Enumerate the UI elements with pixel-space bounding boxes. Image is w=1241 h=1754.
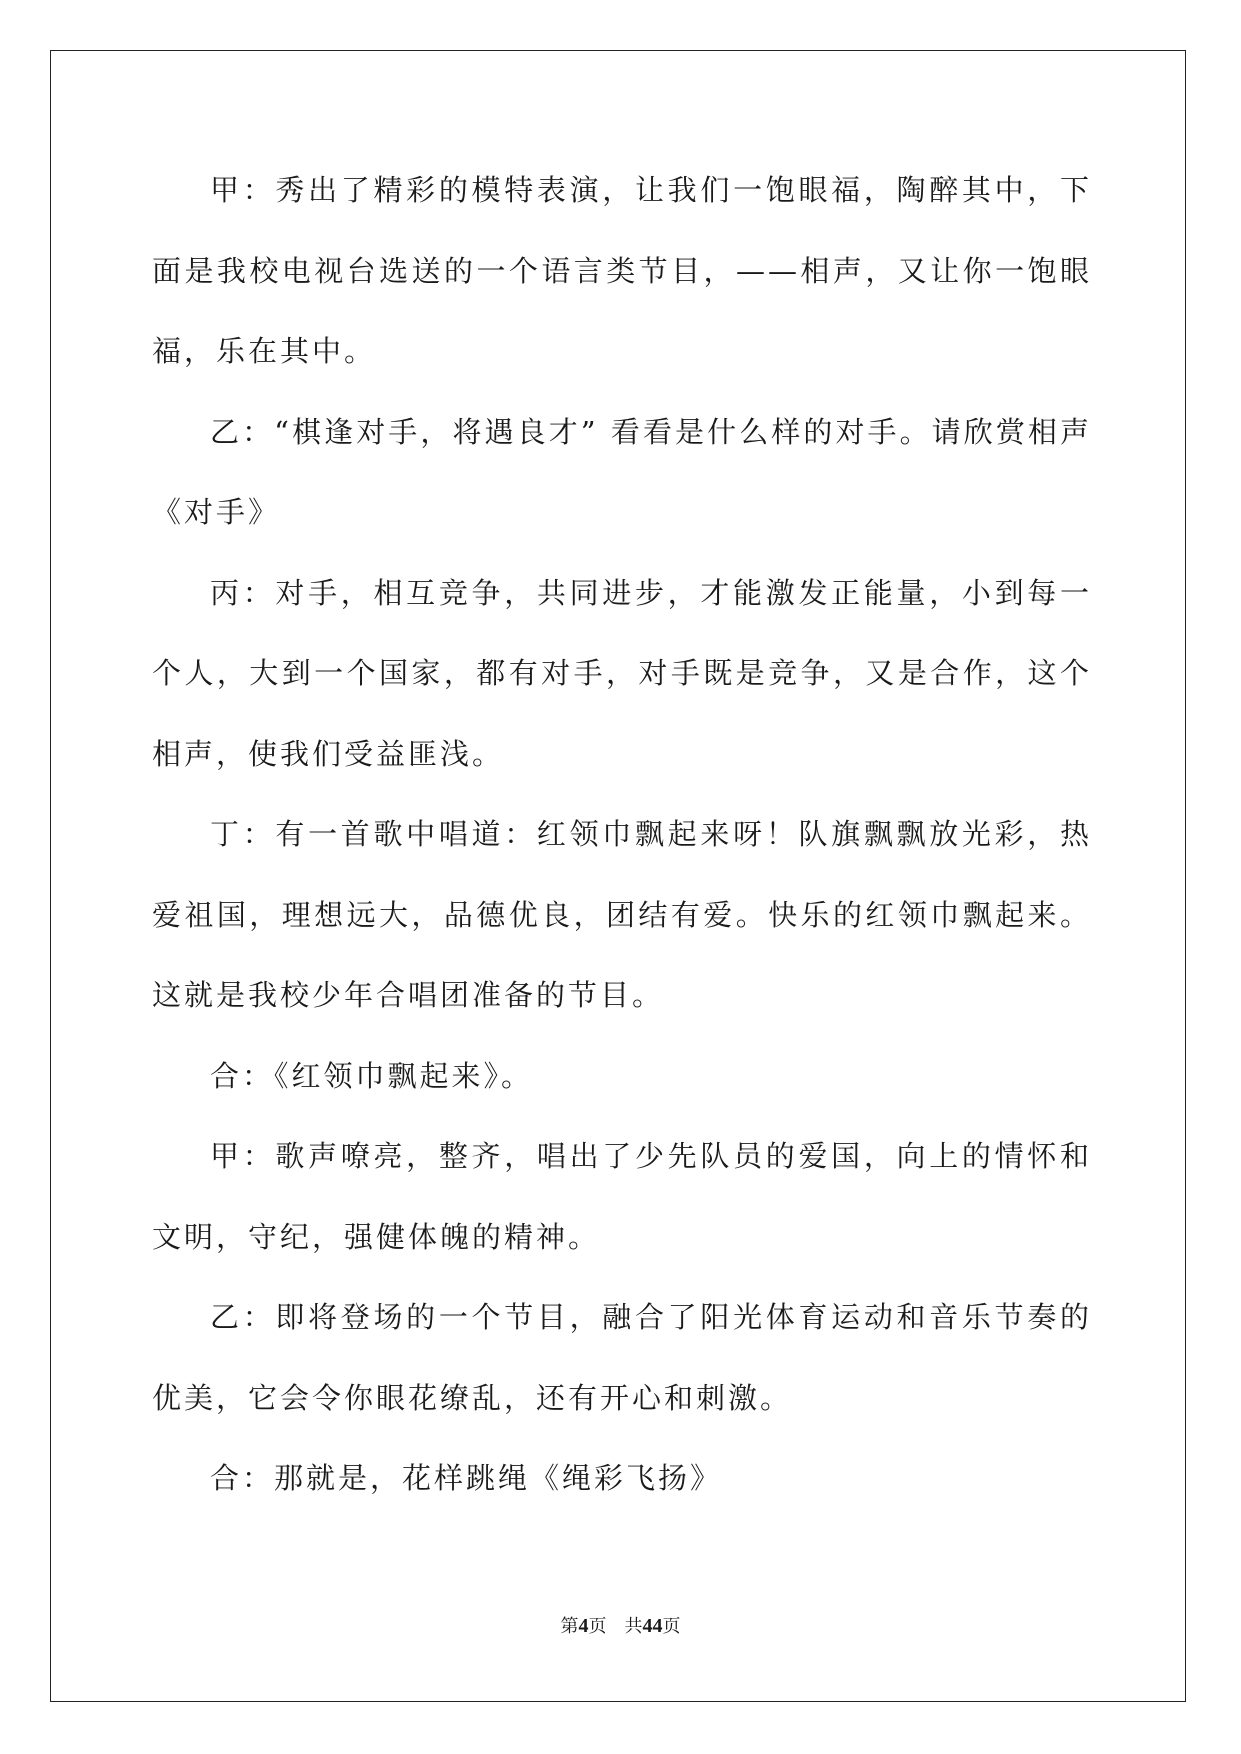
paragraph-7: 乙：即将登场的一个节目，融合了阳光体育运动和音乐节奏的优美，它会令你眼花缭乱，还有开心和刺激。	[152, 1300, 1092, 1415]
paragraph-1: 甲：秀出了精彩的模特表演，让我们一饱眼福，陶醉其中，下面是我校电视台选送的一个语言类节目，——相声，又让你一饱眼福，乐在其中。	[152, 173, 1092, 368]
total-prefix: 共	[624, 1616, 643, 1637]
page-footer	[0, 1612, 1241, 1638]
paragraph-8: 合：那就是，花样跳绳《绳彩飞扬》	[210, 1461, 723, 1495]
page-prefix: 第	[560, 1616, 579, 1637]
paragraph-3: 丙：对手，相互竞争，共同进步，才能激发正能量，小到每一个人，大到一个国家，都有对手，对手既是竞争，又是合作，这个相声，使我们受益匪浅。	[152, 575, 1092, 771]
total-suffix: 页	[662, 1616, 681, 1637]
page-number: 4	[578, 1615, 589, 1637]
document-body	[152, 150, 1092, 1519]
page-suffix: 页	[588, 1616, 607, 1637]
paragraph-6: 甲：歌声嘹亮，整齐，唱出了少先队员的爱国，向上的情怀和文明，守纪，强健体魄的精神。	[152, 1139, 1092, 1254]
paragraph-5: 合：《红领巾飘起来》。	[210, 1058, 534, 1093]
paragraph-4: 丁：有一首歌中唱道：红领巾飘起来呀！队旗飘飘放光彩，热爱祖国，理想远大，品德优良，团结有爱。快乐的红领巾飘起来。这就是我校少年合唱团准备的节目。	[152, 817, 1092, 1012]
total-pages: 44	[642, 1615, 663, 1637]
paragraph-2: 乙：“棋逢对手，将遇良才” 看看是什么样的对手。请欣赏相声《对手》	[152, 414, 1092, 529]
